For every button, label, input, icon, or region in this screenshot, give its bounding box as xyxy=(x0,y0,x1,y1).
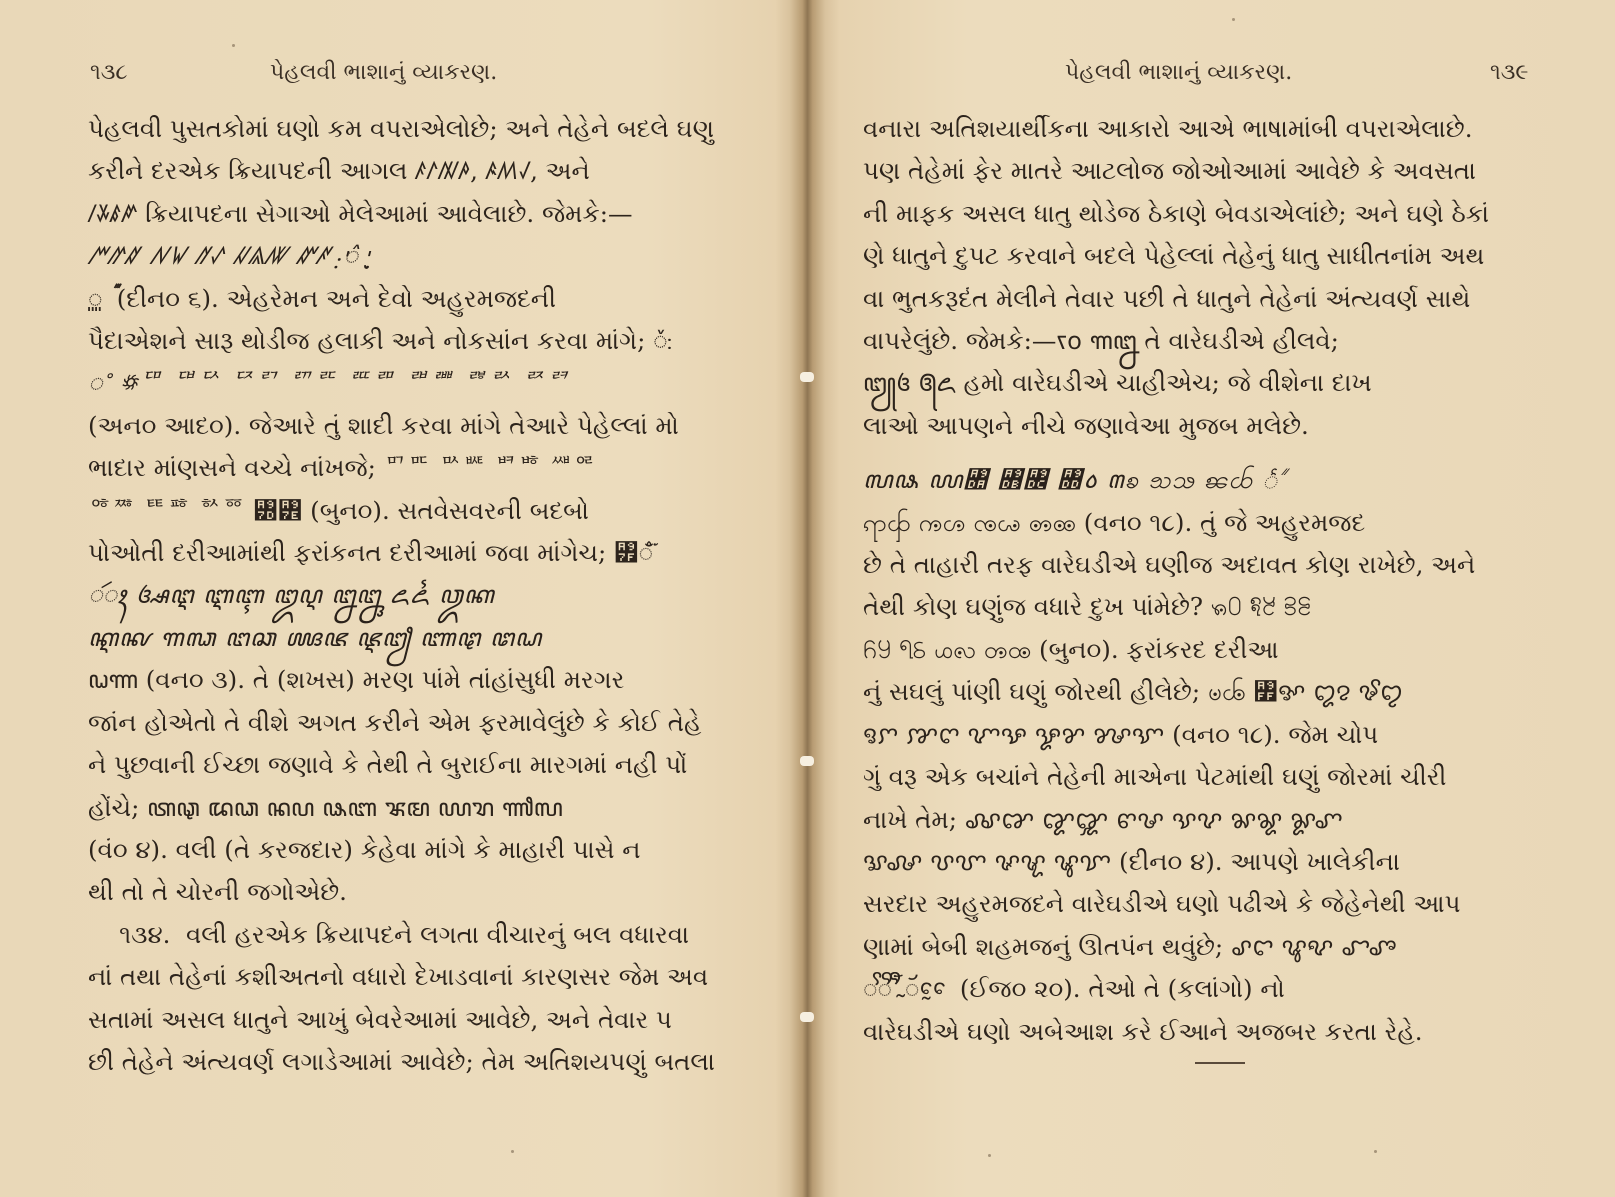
left-page-header xyxy=(90,60,710,96)
text-line: નાખે તેમ; ꨏꨐ ꨑꨒ ꨓꨔ ꨕꨖ ꨗꨘ ꨙꨚ xyxy=(863,804,1343,834)
text-line: છે તે તાહારી તરફ વારેઘડીએ ઘણીજ અદાવત કોણ રાખેછે, અને xyxy=(863,550,1476,580)
text-line: વનારા અતિશયાર્થીકના આકારો આએ ભાષામાંબી વપરાએલાછે. xyxy=(863,114,1473,143)
text-line: સતામાં અસલ ધાતુને આખું બેવરેઆમાં આવેછે, અને તેવાર પ xyxy=(88,1004,672,1034)
pahlavi-script-line: ꥓ ꥟ꥠ ꥡꥢ ꥣꥤ ꥥꥦ ꥧꥨ ꥩꥪ ꥫꥬ ꥭꥮ xyxy=(88,368,570,398)
text-line: કરીને દરએક ક્રિયાપદની આગલ ꤰꤱꤲꤳ, ꤴꤵꤶ, અને xyxy=(88,156,590,186)
pahlavi-script-line: ꦂꦃ ꦄꦅ ꦆꦇ ꦈꦉ ꦊꦋ ꦌꦍ ꦎꦏ xyxy=(88,580,495,610)
text-line: ꤷꤸꤹꤺ ક્રિયાપદના સેગાઓ મેલેઆમાં આવેલાછે. જેમકે:— xyxy=(88,198,633,228)
text-line: ભાદાર માંણસને વચ્ચે નાંખજે; ꥯꥰ ꥱꥲ ꥳꥴ ꥵꥶ xyxy=(88,453,597,483)
binding-stitch xyxy=(800,372,814,382)
paper-speck xyxy=(232,44,235,47)
section-paragraph-start: ૧૩૪. વલી હરએક ક્રિયાપદને લગતા વીચારનું બલ વધારવા xyxy=(88,919,690,949)
text-line: ꥍꥎ ꥏꥐ (દીન૦ ૬). એહરેમન અને દેવો અહુરમજદની xyxy=(88,283,557,313)
left-page-body xyxy=(88,108,728,1083)
paper-speck xyxy=(988,1154,991,1157)
text-line: (અન૦ આદ૦). જેઆરે તું શાદી કરવા માંગે તેઆરે પેહેલ્લાં મો xyxy=(88,410,679,440)
text-line: સરદાર અહુરમજદને વારેઘડીએ ઘણો પઢીએ કે જેહેનેથી આપ xyxy=(863,889,1461,919)
pahlavi-script-line: ꧗꧘ ꧙꧚ ꧛꧜ ꧝꧞ ꧟ꧠ ꧡꧢ ꧣꧤ ꧥꧦ xyxy=(863,465,1286,495)
pahlavi-script-line: ꦐꦑ ꦒꦓ ꦔꦕ ꦖꦗ ꦘꦙ ꦚꦛ ꦜꦝ xyxy=(88,622,542,652)
text-line: ꦞꦟ (વન૦ ૩). તે (શખસ) મરણ પાંમે તાંહાંસુધી મરગર xyxy=(88,665,625,695)
text-line: ણે ધાતુને દુપટ કરવાને બદલે પેહેલ્લાં તેહેનું ધાતુ સાધીતનાંમ અથ xyxy=(863,241,1485,271)
text-line: ꨩꨪ ꨫꨬ ꨭꨮ ꨯꨰ (ઈજ૦ ૨૦). તેઓ તે (કલાંગો) નો xyxy=(863,974,1285,1004)
text-line: વા ભુતકરૂદંત મેલીને તેવાર પછી તે ધાતુને તેહેનાં અંત્યવર્ણ સાથે xyxy=(863,283,1471,313)
text-line: નું સઘલું પાંણી ઘણું જોરથી હીલેછે; ꧽꧾ ꧿ꨀ ꨁꨂ ꨃꨄ xyxy=(863,677,1403,707)
page-number: ૧૩૯ xyxy=(1490,60,1529,85)
running-title: પેહલવી ભાશાનું વ્યાકરણ. xyxy=(1065,60,1293,85)
text-line: ꧧꧨ ꧩꧪ ꧫꧬ ꧭꧮ (વન૦ ૧૮). તું જે અહુરમજદ xyxy=(863,507,1366,537)
right-page-header xyxy=(1065,60,1585,96)
text-line: થી તો તે ચોરની જગોએછે. xyxy=(88,877,347,907)
text-line: તેથી કોણ ઘણુંજ વધારે દુખ પાંમેછે? ꧯ꧰ ꧱꧲ ꧳꧴ xyxy=(863,592,1312,622)
left-page xyxy=(0,0,800,1197)
running-title: પેહલવી ભાશાનું વ્યાકરણ. xyxy=(270,60,498,85)
text-line: (વં૦ ૪). વલી (તે કરજદાર) કેહેવા માંગે કે માહારી પાસે ન xyxy=(88,834,641,864)
text-line: ꧵꧶ ꧷꧸ ꧹ꧺ ꧻꧼ (બુન૦). ફરાંકરદ દરીઆ xyxy=(863,634,1279,664)
binding-stitch xyxy=(800,1012,814,1022)
text-line: જાંન હોએતો તે વીશે અગત કરીને એમ ફરમાવેલુંછે કે કોઈ તેહે xyxy=(88,707,702,737)
text-line: નાં તથા તેહેનાં કશીઅતનો વધારો દેખાડવાનાં કારણસર જેમ અવ xyxy=(88,962,709,992)
pahlavi-script-line: ꤻꤼꤽ ꤾꤿ ꥀꥁ ꥂꥃꥄ ꥅꥆ ꥇꥈ ꥉꥊ ꥋꥌ xyxy=(88,241,367,271)
text-line: ꥷꥸ ꥹꥺ ꥻꥼ ꥽꥾ (બુન૦). સતવેસવરની બદબો xyxy=(88,495,589,525)
paper-speck xyxy=(511,1150,514,1153)
right-page xyxy=(815,0,1615,1197)
text-line: ꧓꧔ ꧕꧖ હમો વારેઘડીએ ચાહીએચ; જે વીશેના દાખ xyxy=(863,368,1372,398)
end-rule xyxy=(1195,1062,1245,1064)
text-line: વારેઘડીએ ઘણો અબેઆશ કરે ઈઆને અજબર કરતા રેહે. xyxy=(863,1016,1423,1046)
text-line: ની માફક અસલ ધાતુ થોડેજ ઠેકાણે બેવડાએલાંછે; અને ઘણે ઠેકાં xyxy=(863,198,1490,228)
text-line: ણામાં બેબી શહમજનું ઊતપંન થવુંછે; ꨣꨤ ꨥꨦ ꨧꨨ xyxy=(863,931,1397,961)
text-line: છી તેહેને અંત્યવર્ણ લગાડેઆમાં આવેછે; તેમ અતિશયપણું બતલા xyxy=(88,1046,715,1076)
text-line: વાપરેલુંછે. જેમકે:—ꧏ꧐ ꧑꧒ તે વારેઘડીએ હીલવે; xyxy=(863,326,1339,356)
page-number: ૧૩૮ xyxy=(90,60,128,85)
paper-speck xyxy=(1232,18,1235,21)
text-line: ꨅꨆ ꨇꨈ ꨉꨊ ꨋꨌ ꨍꨎ (વન૦ ૧૮). જેમ ચોપ xyxy=(863,719,1379,749)
text-line: હોંચે; ꦠꦡ ꦢꦣ ꦤꦥ ꦦꦧ ꦨꦩ ꦪꦫ ꦬꦭ xyxy=(88,792,563,822)
text-line: ગું વરૂ એક બચાંને તેહેની માએના પેટમાંથી ઘણું જોરમાં ચીરી xyxy=(863,762,1447,792)
text-line: પેહલવી પુસતકોમાં ઘણો કમ વપરાએલોછે; અને તેહેને બદલે ઘણુ xyxy=(88,114,714,143)
text-line: ꨛꨜ ꨝꨞ ꨟꨠ ꨡꨢ (દીન૦ ૪). આપણે ખાલેકીના xyxy=(863,846,1400,876)
text-line: ને પુછવાની ઈચ્છા જણાવે કે તેથી તે બુરાઈના મારગમાં નહી પોં xyxy=(88,750,688,780)
text-line: પૈદાએશને સારૂ થોડીજ હલાકી અને નોકસાંન કરવા માંગે; ꥑꥒ xyxy=(88,326,672,356)
text-line: લાઓ આપણને નીચે જણાવેઆ મુજબ મલેછે. xyxy=(863,410,1309,440)
paper-speck xyxy=(1374,1150,1377,1153)
text-line: પણ તેહેમાં ફેર માતરે આટલોજ જોઓઆમાં આવેછે કે અવસતા xyxy=(863,156,1476,186)
binding-stitch xyxy=(800,756,814,766)
right-page-body xyxy=(863,108,1503,1053)
text-line: પોઓતી દરીઆમાંથી ફરાંકનત દરીઆમાં જવા માંગેચ; ꥿ꦀ ꦁ xyxy=(88,538,660,568)
